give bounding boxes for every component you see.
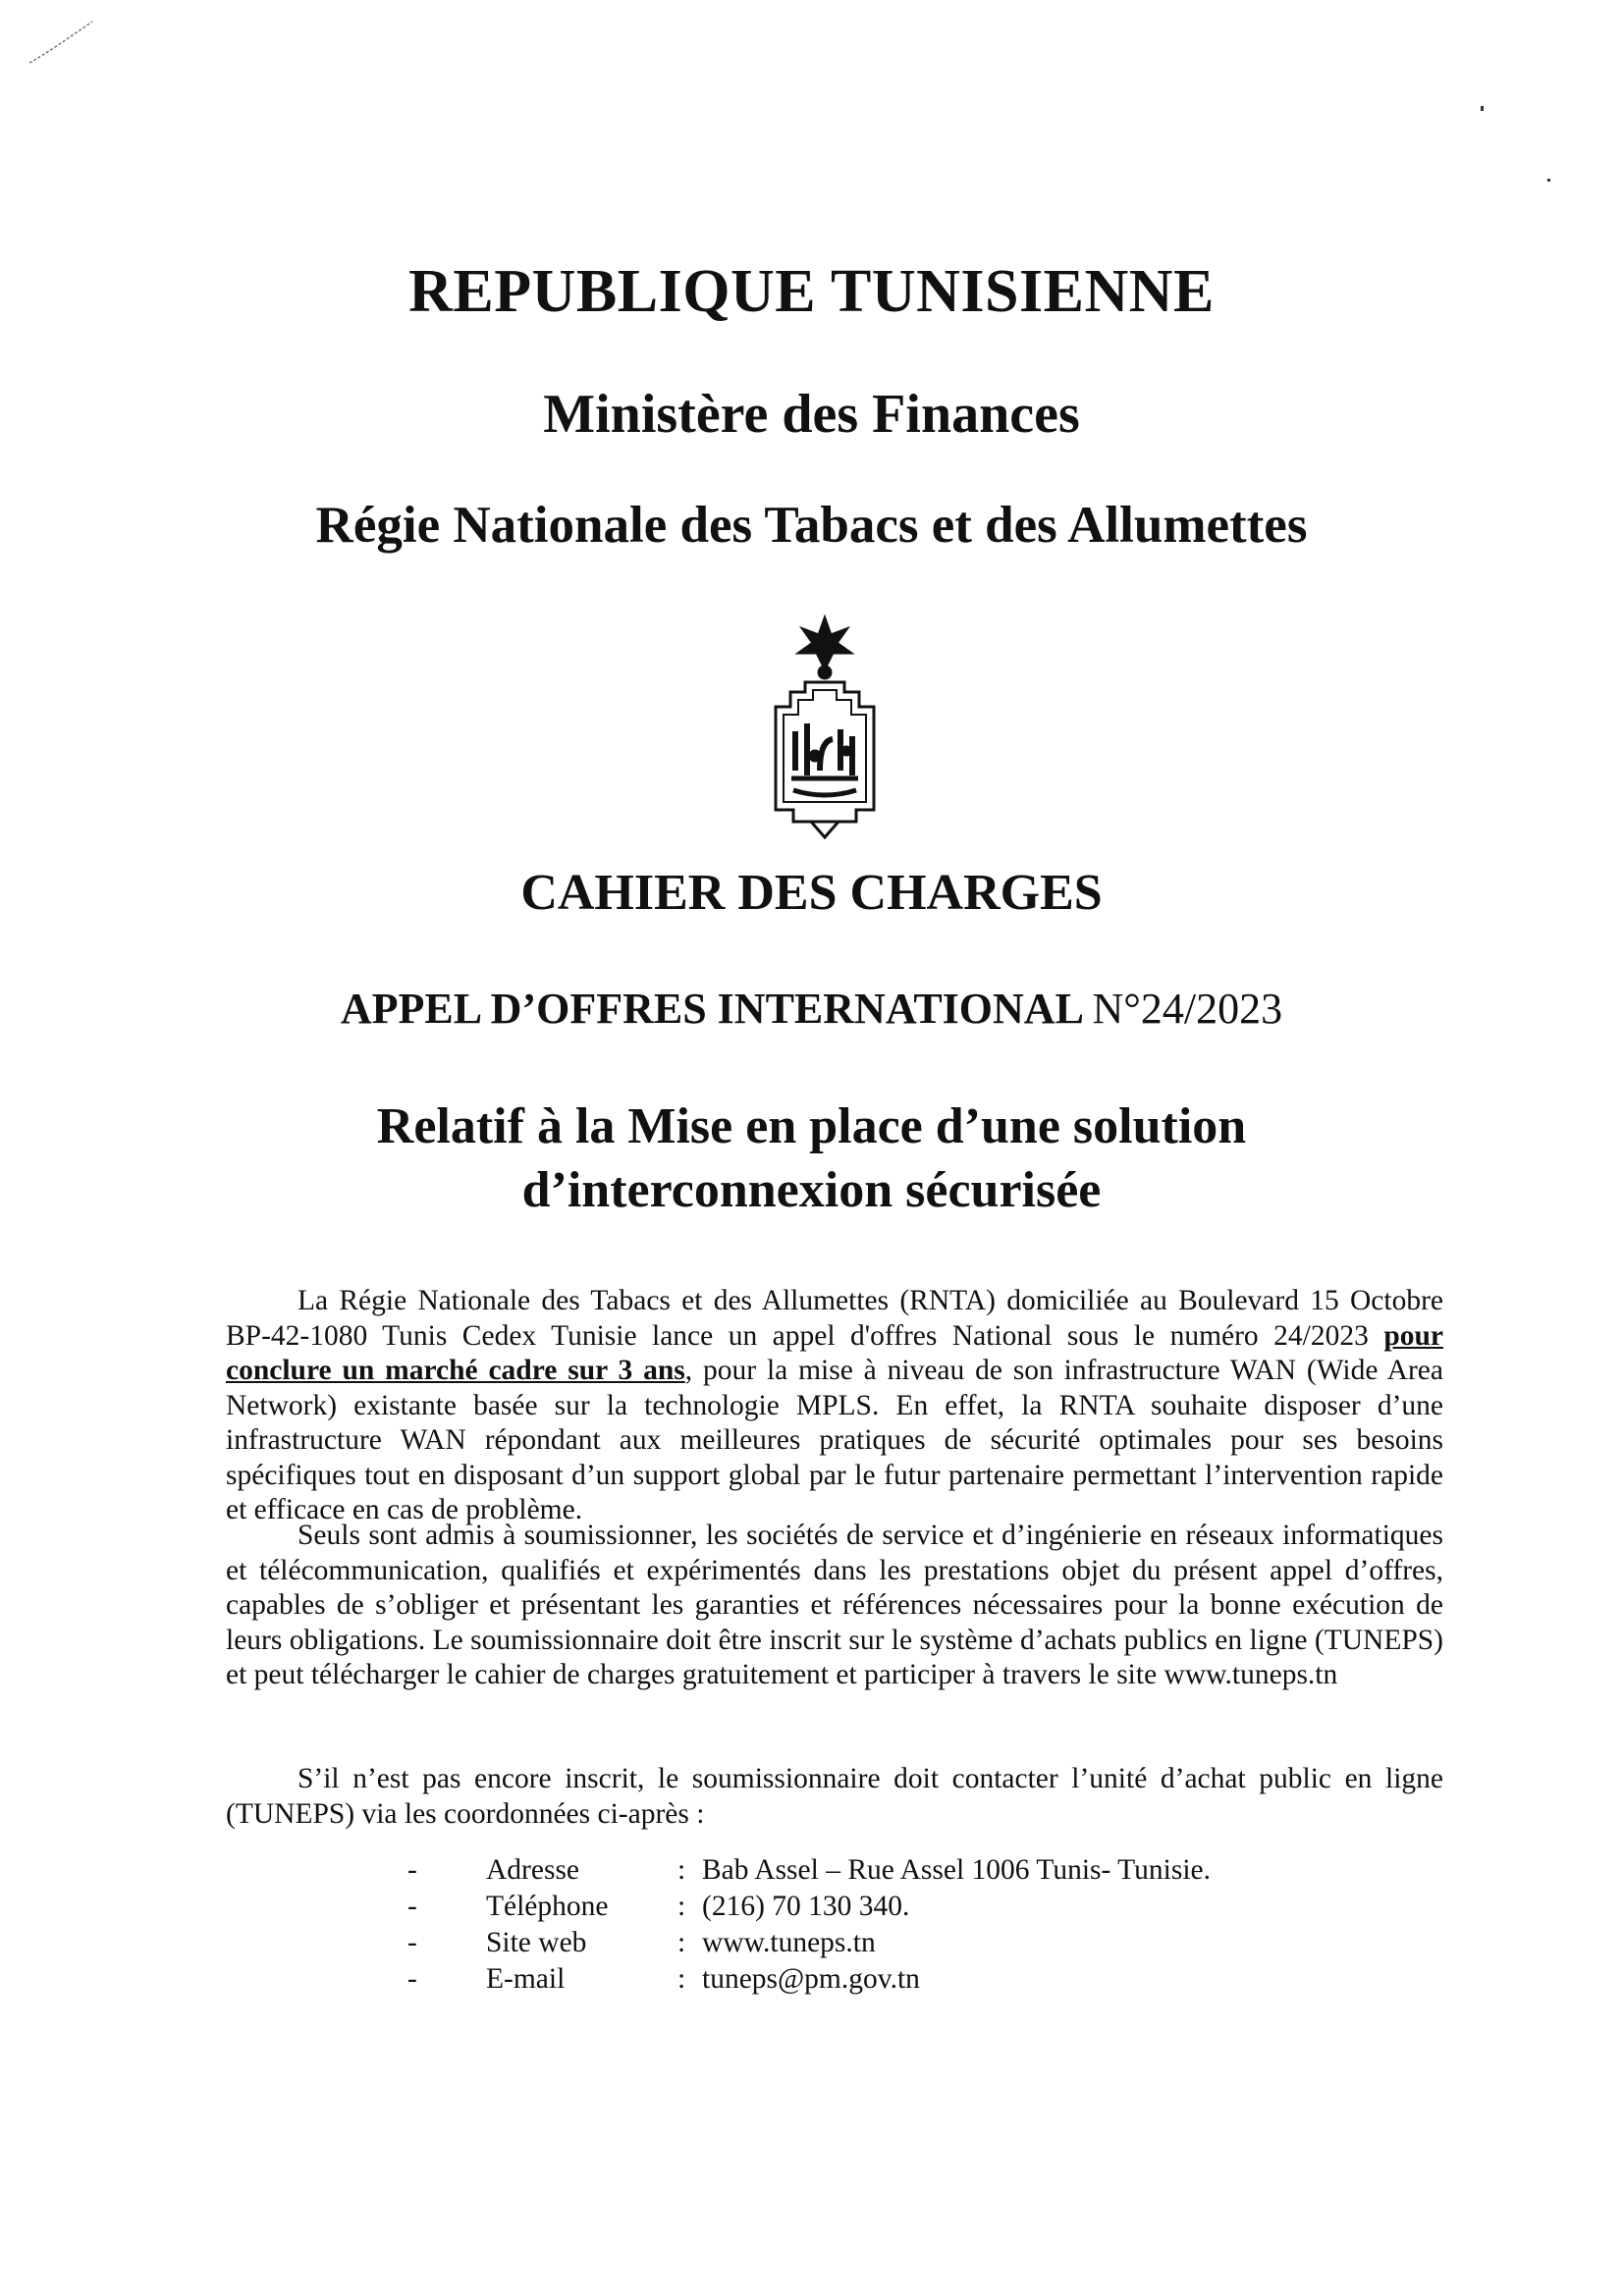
contact-label: Site web [486,1927,587,1958]
paragraph-intro-part1: La Régie Nationale des Tabacs et des Allumettes (RNTA) domiciliée au Boulevard 15 Octobre BP-42-1080 Tunis Cedex Tunisie lance un appel d'offres National sous le numéro 24/2023 [226,1285,1443,1352]
regie-heading: Régie Nationale des Tabacs et des Allumettes [315,497,1308,554]
relatif-heading-line2: d’interconnexion sécurisée [521,1162,1102,1218]
list-dash: - [407,1927,417,1958]
contact-row-phone [407,1889,1211,1925]
appel-offres-heading [0,984,1623,1034]
contact-row-address [407,1852,1211,1889]
contact-label: Adresse [486,1854,580,1886]
list-dash: - [407,1963,417,1995]
contact-row-website [407,1925,1211,1961]
contact-separator: : [677,1963,686,1995]
scan-dot [1481,106,1484,111]
cahier-heading: CAHIER DES CHARGES [520,865,1103,921]
paragraph-registration-text: S’il n’est pas encore inscrit, le soumissionnaire doit contacter l’unité d’achat public en ligne (TUNEPS) via les coordonnées ci-après : [226,1763,1443,1830]
paragraph-eligibility-text: Seuls sont admis à soumissionner, les sociétés de service et d’ingénierie en réseaux informatiques et télécommunication, qualifiés et expérimentés dans les prestations objet du présent appel d’offres, capables de s’obliger et présentant les garanties et références nécessaires pour la bonne exécution de leurs obligations. Le soumissionnaire doit être inscrit sur le système d’achats publics en ligne (TUNEPS) et peut télécharger le cahier de charges gratuitement et participer à travers le site www.tuneps.tn [226,1520,1443,1690]
appel-offres-label: APPEL D’OFFRES INTERNATIONAL [340,985,1093,1033]
relatif-heading-line1: Relatif à la Mise en place d’une solution [376,1098,1247,1154]
paragraph-intro [226,1284,1443,1528]
paragraph-intro-emphasis: pour conclure un marché cadre sur 3 ans [226,1319,1443,1386]
list-dash: - [407,1854,417,1886]
contact-value: www.tuneps.tn [702,1927,876,1958]
contact-separator: : [677,1854,686,1886]
contact-label: E-mail [486,1963,566,1995]
ministry-heading: Ministère des Finances [543,384,1080,445]
contact-value: Bab Assel – Rue Assel 1006 Tunis- Tunisie. [702,1854,1212,1886]
appel-offres-number: N°24/2023 [1092,985,1283,1033]
paragraph-eligibility [226,1519,1443,1693]
contact-label: Téléphone [486,1891,609,1922]
contact-list [407,1852,1211,1998]
republic-heading: REPUBLIQUE TUNISIENNE [408,258,1215,325]
rnta-emblem-icon [746,614,903,839]
paragraph-intro-part2: , pour la mise à niveau de son infrastructure WAN (Wide Area Network) existante basée sur la technologie MPLS. En effet, la RNTA souhaite disposer d’une infrastructure WAN répondant aux meilleures pratiques de sécurité optimales pour ses besoins spécifiques tout en disposant d’un support global par le futur partenaire permettant l’intervention rapide et efficace en cas de problème. [226,1355,1443,1525]
scan-dot [1547,179,1550,182]
list-dash: - [407,1891,417,1922]
contact-row-email [407,1961,1211,1998]
scan-mark [27,18,96,67]
contact-value: (216) 70 130 340. [702,1891,910,1922]
contact-separator: : [677,1891,686,1922]
contact-separator: : [677,1927,686,1958]
paragraph-registration [226,1762,1443,1832]
contact-value: tuneps@pm.gov.tn [702,1963,920,1995]
